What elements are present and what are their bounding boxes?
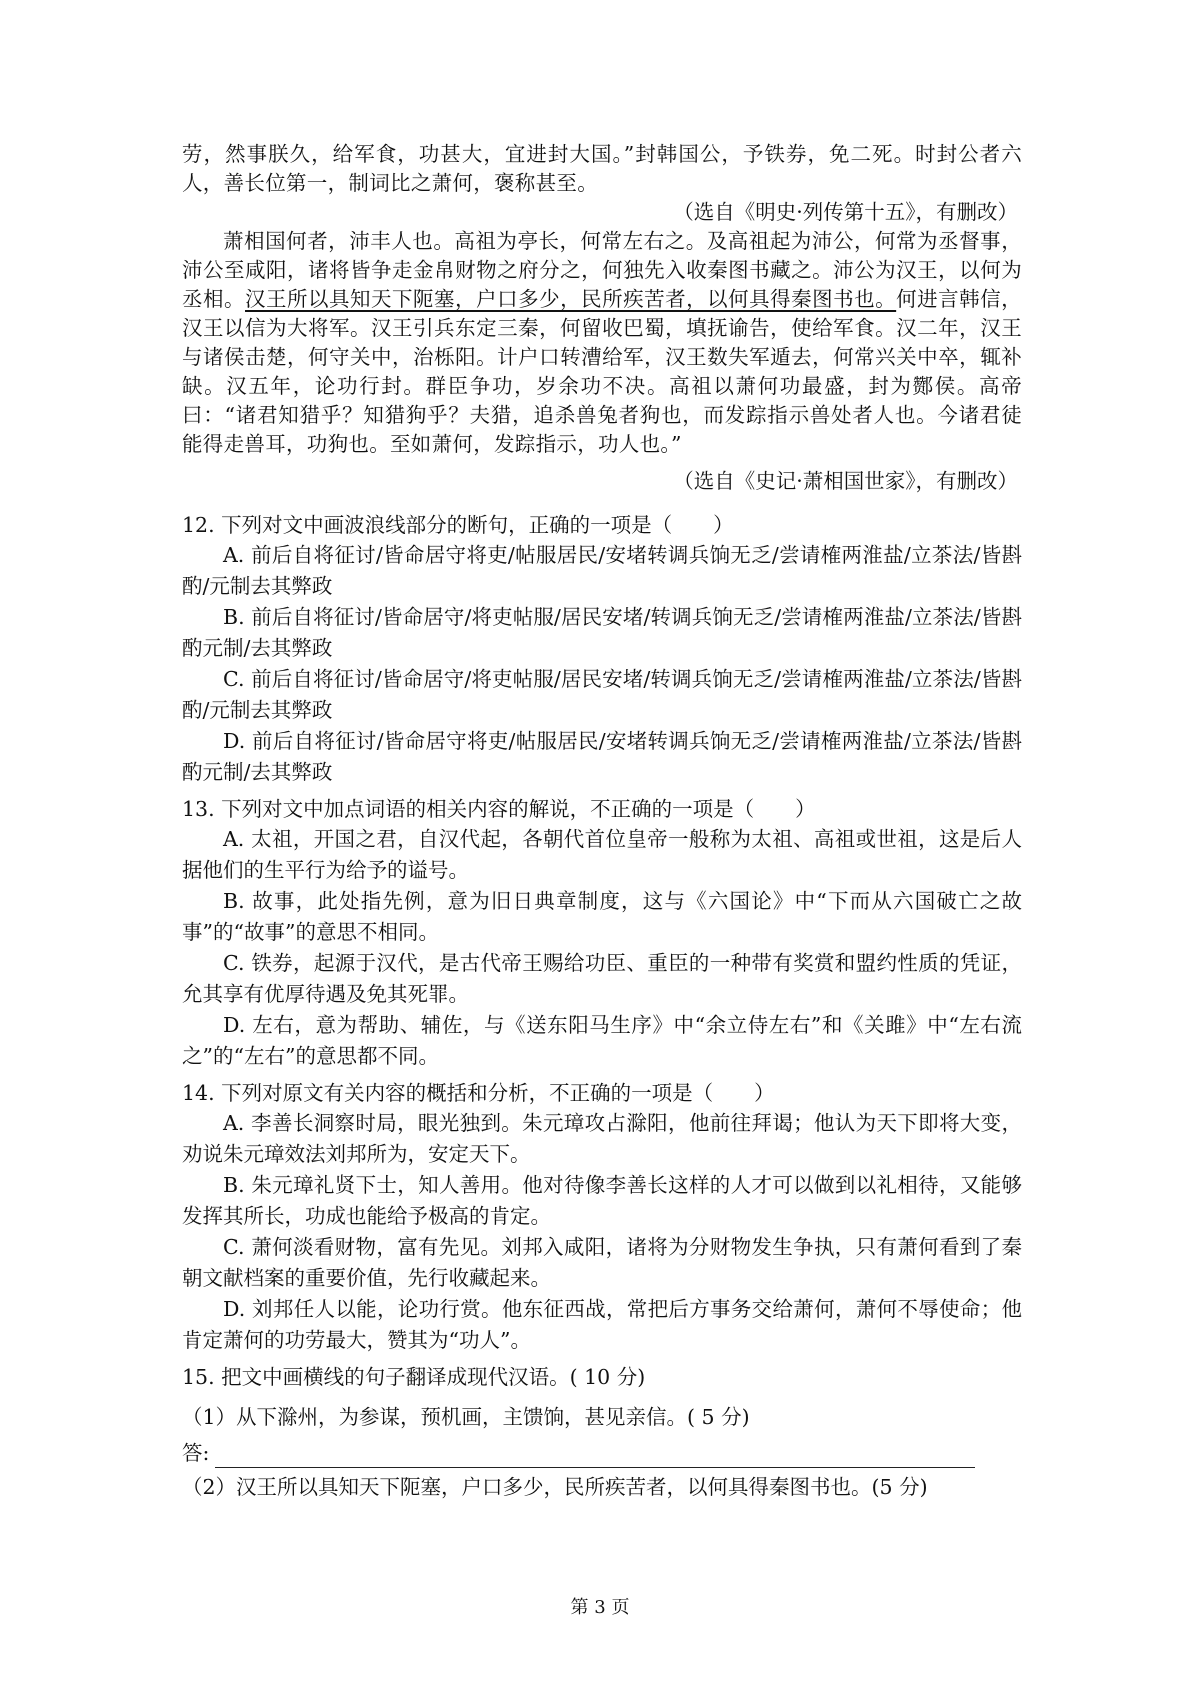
option-d[interactable]: D. 刘邦任人以能，论功行赏。他东征西战，常把后方事务交给萧何，萧何不辱使命；他肯定萧何的功劳最大，赞其为“功人”。 — [182, 1297, 1022, 1352]
question-13 — [182, 794, 1022, 1072]
question-stem: 13. 下列对文中加点词语的相关内容的解说，不正确的一项是（ ） — [182, 797, 816, 821]
option-a[interactable]: A. 太祖，开国之君，自汉代起，各朝代首位皇帝一般称为太祖、高祖或世祖，这是后人据他们的生平行为给予的谥号。 — [182, 827, 1022, 882]
source-citation-2: （选自《史记·萧相国世家》，有删改） — [673, 469, 1018, 493]
question-14 — [182, 1078, 1022, 1356]
passage-xiao-he — [182, 227, 1022, 459]
source-citation-1: （选自《明史·列传第十五》，有删改） — [673, 200, 1018, 224]
question-12 — [182, 510, 1022, 788]
option-c[interactable]: C. 铁券，起源于汉代，是古代帝王赐给功臣、重臣的一种带有奖赏和盟约性质的凭证，允其享有优厚待遇及免其死罪。 — [182, 951, 1022, 1006]
page-number: 第 3 页 — [570, 1597, 630, 1618]
answer-line[interactable] — [182, 1438, 1022, 1468]
passage-text-before: 萧相国何者，沛丰人也。高祖为亭长，何常左右之。及高祖起为沛公，何常为丞督事，沛公至咸阳，诸将皆争走金帛财物之府分之，何独先入收秦图书藏之。沛公为汉王，以何为丞相。 — [182, 229, 1022, 311]
answer-blank[interactable] — [215, 1445, 975, 1468]
subquestion-1: （1）从下滁州，为参谋，预机画，主馈饷，甚见亲信。( 5 分) — [182, 1405, 750, 1429]
question-15 — [182, 1362, 1022, 1502]
passage-continuation: 劳，然事朕久，给军食，功甚大，宜进封大国。”封韩国公，予铁券，免二死。时封公者六人，善长位第一，制词比之萧何，褒称甚至。 — [182, 142, 1022, 195]
option-d[interactable]: D. 左右，意为帮助、辅佐，与《送东阳马生序》中“余立侍左右”和《关雎》中“左右流之”的“左右”的意思都不同。 — [182, 1013, 1022, 1068]
option-b[interactable]: B. 故事，此处指先例，意为旧日典章制度，这与《六国论》中“下而从六国破亡之故事”的“故事”的意思不相同。 — [182, 889, 1022, 944]
option-c[interactable]: C. 萧何淡看财物，富有先见。刘邦入咸阳，诸将为分财物发生争执，只有萧何看到了秦朝文献档案的重要价值，先行收藏起来。 — [182, 1235, 1022, 1290]
question-stem: 12. 下列对文中画波浪线部分的断句，正确的一项是（ ） — [182, 513, 734, 537]
underlined-sentence: 汉王所以具知天下阨塞，户口多少，民所疾苦者，以何具得秦图书也。 — [245, 287, 897, 311]
option-a[interactable]: A. 李善长洞察时局，眼光独到。朱元璋攻占滁阳，他前往拜谒；他认为天下即将大变，劝说朱元璋效法刘邦所为，安定天下。 — [182, 1111, 1022, 1166]
option-d[interactable]: D. 前后自将征讨/皆命居守将吏/帖服居民/安堵转调兵饷无乏/尝请榷两淮盐/立茶法/皆斟酌元制/去其弊政 — [182, 729, 1022, 784]
exam-page — [182, 140, 1022, 1502]
option-b[interactable]: B. 朱元璋礼贤下士，知人善用。他对待像李善长这样的人才可以做到以礼相待，又能够发挥其所长，功成也能给予极高的肯定。 — [182, 1173, 1022, 1228]
passage-text-after: 何进言韩信，汉王以信为大将军。汉王引兵东定三秦，何留收巴蜀，填抚谕告，使给军食。汉二年，汉王与诸侯击楚，何守关中，治栎阳。计户口转漕给军，汉王数失军遁去，何常兴关中卒，辄补缺。汉五年，论功行封。群臣争功，岁余功不决。高祖以萧何功最盛，封为酂侯。高帝曰：“诸君知猎乎？知猎狗乎？夫猎，追杀兽兔者狗也，而发踪指示兽处者人也。今诸君徒能得走兽耳，功狗也。至如萧何，发踪指示，功人也。” — [182, 287, 1022, 456]
answer-label: 答: — [182, 1441, 210, 1465]
option-b[interactable]: B. 前后自将征讨/皆命居守/将吏帖服/居民安堵/转调兵饷无乏/尝请榷两淮盐/立茶法/皆斟酌元制/去其弊政 — [182, 605, 1022, 660]
question-stem: 15. 把文中画横线的句子翻译成现代汉语。( 10 分) — [182, 1365, 646, 1389]
option-c[interactable]: C. 前后自将征讨/皆命居守/将吏帖服/居民安堵/转调兵饷无乏/尝请榷两淮盐/立茶法/皆斟酌/元制去其弊政 — [182, 667, 1022, 722]
subquestion-2: （2）汉王所以具知天下阨塞，户口多少，民所疾苦者，以何具得秦图书也。(5 分) — [182, 1475, 928, 1499]
option-a[interactable]: A. 前后自将征讨/皆命居守将吏/帖服居民/安堵转调兵饷无乏/尝请榷两淮盐/立茶法/皆斟酌/元制去其弊政 — [182, 543, 1022, 598]
question-stem: 14. 下列对原文有关内容的概括和分析，不正确的一项是（ ） — [182, 1081, 775, 1105]
